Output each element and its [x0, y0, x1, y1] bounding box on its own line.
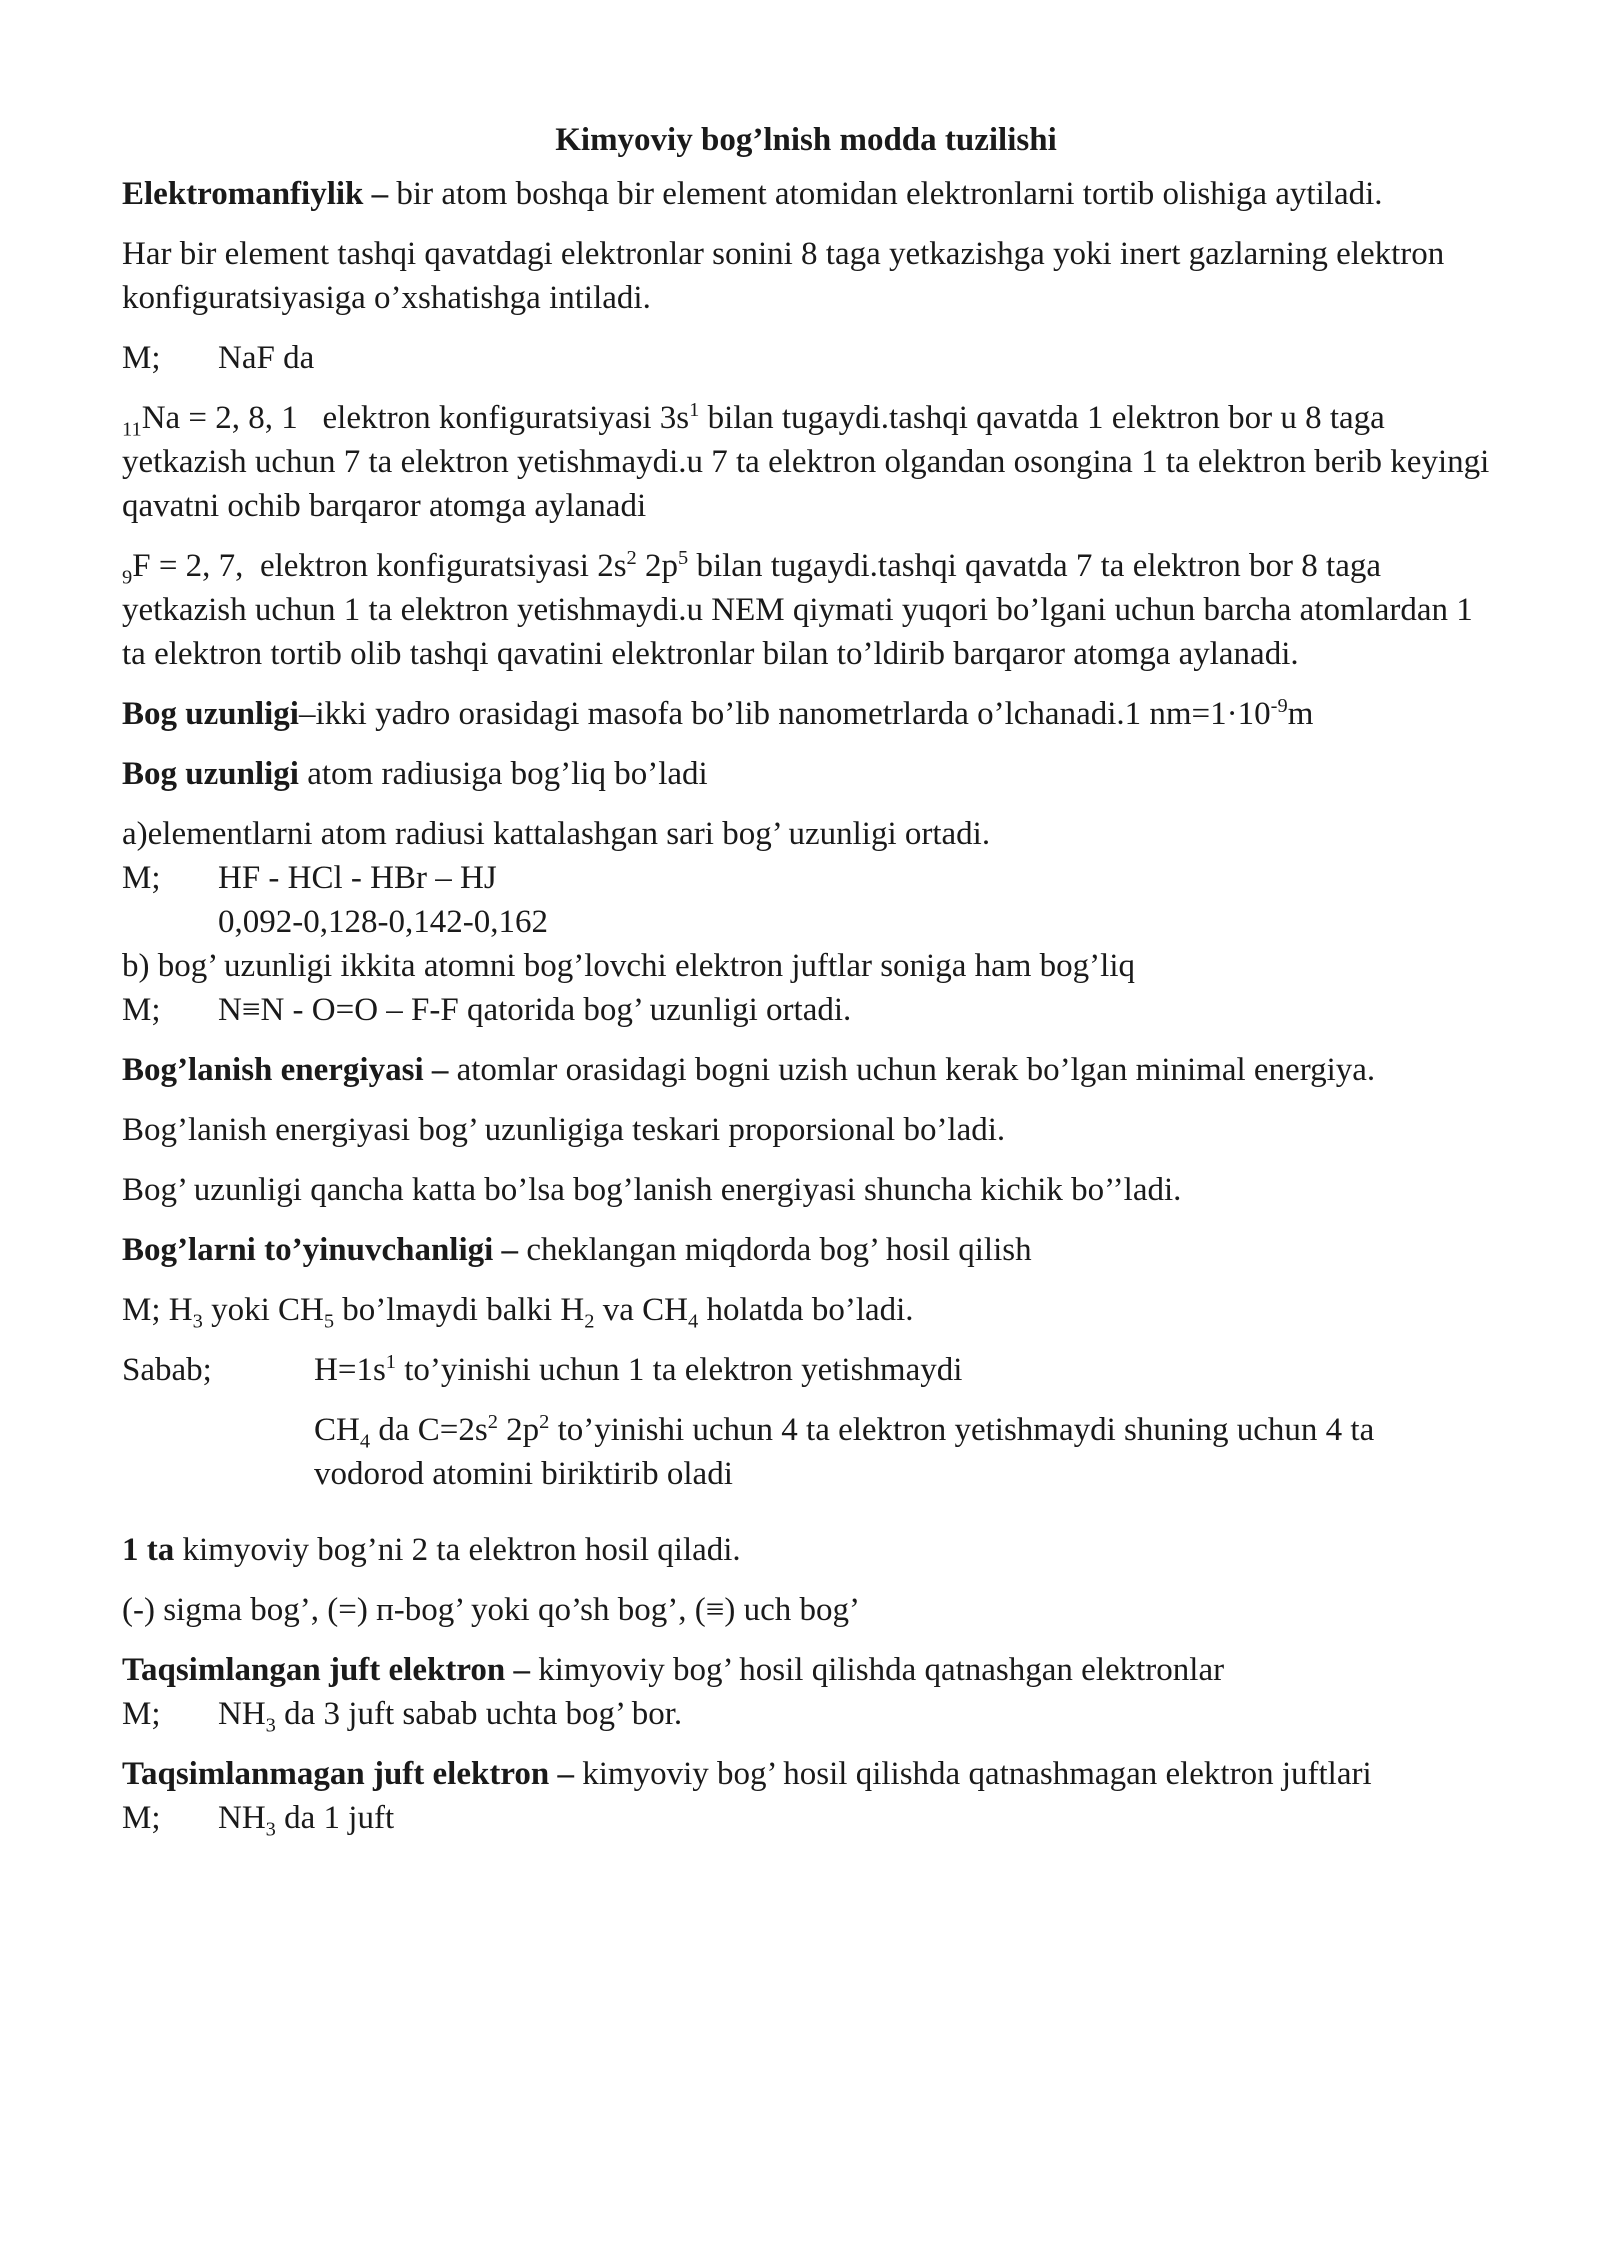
- example-label: M;: [122, 992, 161, 1028]
- reason-carbon-superscript-1: 2: [487, 1411, 498, 1433]
- example-diatomic: [122, 988, 1490, 1032]
- example-hx: [122, 856, 1490, 900]
- lone-pair-text: kimyoviy bog’ hosil qilishda qatnashmagan elektron juftlari: [573, 1756, 1372, 1792]
- bond-length-radius-paragraph: [122, 752, 1490, 796]
- reason-carbon-superscript-2: 2: [539, 1411, 550, 1433]
- example-label: M;: [122, 860, 161, 896]
- example-label: M;: [122, 340, 161, 376]
- example-text: da 1 juft: [275, 1800, 395, 1836]
- saturation-example: [122, 1288, 1490, 1332]
- fluorine-config-mid: 2p: [636, 548, 678, 584]
- example-text: NaF da: [218, 340, 315, 376]
- term-one-bond: 1 ta: [122, 1532, 175, 1568]
- example-formula: NH: [218, 1696, 266, 1732]
- fluorine-config-superscript-1: 2: [626, 547, 637, 569]
- reason-label: Sabab;: [122, 1352, 212, 1388]
- rule-b: b) bog’ uzunligi ikkita atomni bog’lovchi elektron juftlar soniga ham bog’liq: [122, 948, 1136, 984]
- bond-length-radius-text: atom radiusiga bog’liq bo’ladi: [298, 756, 708, 792]
- lone-pair-example: [122, 1796, 1490, 1840]
- bond-length-definition: [122, 692, 1490, 736]
- reason-carbon-text: to’yinishi uchun 4 ta elektron yetishmaydi shuning uchun 4 ta vodorod atomini biriktirib oladi: [314, 1412, 1375, 1492]
- fluorine-explanation: bilan tugaydi.tashqi qavatda 7 ta elektron bor 8 taga yetkazish uchun 1 ta elektron yetishmaydi.u NEM qiymati yuqori bo’lgani uchun barcha atomlardan 1 ta elektron tortib olib tashqi qavatini elektronlar bilan to’ldirib barqaror atomga aylanadi.: [122, 548, 1473, 672]
- term-shared-pair: Taqsimlangan juft elektron –: [122, 1652, 530, 1688]
- bond-energy-definition: [122, 1048, 1490, 1092]
- reason-carbon-config-2: 2p: [497, 1412, 540, 1448]
- bond-types-paragraph: (-) sigma bog’, (=) п-bog’ yoki qo’sh bog’, (≡) uch bog’: [122, 1592, 860, 1628]
- saturation-example-part: bo’lmaydi balki H: [334, 1292, 585, 1328]
- saturation-example-subscript: 3: [192, 1310, 203, 1333]
- electronegativity-paragraph: [122, 172, 1490, 216]
- sodium-formula: Na = 2, 8, 1: [141, 400, 298, 436]
- energy-inverse-paragraph: Bog’lanish energiyasi bog’ uzunligiga teskari proporsional bo’ladi.: [122, 1112, 1006, 1148]
- example-label: M;: [122, 1800, 161, 1836]
- example-formula: NH: [218, 1800, 266, 1836]
- lone-pair-definition: [122, 1752, 1490, 1796]
- term-lone-pair: Taqsimlanmagan juft elektron –: [122, 1756, 574, 1792]
- reason-hydrogen: [314, 1348, 1490, 1392]
- saturation-example-part: yoki CH: [202, 1292, 324, 1328]
- inert-gas-rule-paragraph: Har bir element tashqi qavatdagi elektronlar sonini 8 taga yetkazishga yoki inert gazlarning elektron konfiguratsiyasiga o’xshatishga intiladi.: [122, 236, 1445, 316]
- example-text: HF - HCl - HBr – HJ: [218, 860, 497, 896]
- saturation-example-subscript: 4: [687, 1310, 699, 1333]
- reason-carbon-config: da C=2s: [370, 1412, 488, 1448]
- shared-pair-paragraph: [122, 1648, 1490, 1736]
- sodium-config-text: elektron konfiguratsiyasi 3s: [322, 400, 690, 436]
- saturation-example-part: va CH: [594, 1292, 688, 1328]
- term-saturation: Bog’larni to’yinuvchanligi –: [122, 1232, 519, 1268]
- bond-length-unit: m: [1287, 696, 1314, 732]
- reason-hydrogen-text: to’yinishi uchun 1 ta elektron yetishmaydi: [396, 1352, 963, 1388]
- page-title: Kimyoviy bog’lnish modda tuzilishi: [555, 122, 1057, 158]
- example-text: da 3 juft sabab uchta bog’ bor.: [275, 1696, 683, 1732]
- reason-hydrogen-config: H=1s: [314, 1352, 386, 1388]
- term-bond-energy: Bog’lanish energiyasi –: [122, 1052, 449, 1088]
- one-bond-paragraph: [122, 1528, 1490, 1572]
- sodium-paragraph: [122, 396, 1490, 528]
- shared-pair-example: [122, 1692, 1490, 1736]
- rule-a: a)elementlarni atom radiusi kattalashgan sari bog’ uzunligi ortadi.: [122, 816, 991, 852]
- energy-relation-paragraph: Bog’ uzunligi qancha katta bo’lsa bog’lanish energiyasi shuncha kichik bo’’ladi.: [122, 1172, 1182, 1208]
- saturation-example-part: holatda bo’ladi.: [698, 1292, 914, 1328]
- saturation-example-subscript: 5: [323, 1310, 335, 1333]
- saturation-definition: [122, 1228, 1490, 1272]
- example-subscript: 3: [265, 1818, 276, 1841]
- term-bond-length: Bog uzunligi: [122, 696, 299, 732]
- bond-length-exponent: -9: [1270, 695, 1288, 717]
- definition-electronegativity: bir atom boshqa bir element atomidan elektronlarni tortib olishiga aytiladi.: [388, 176, 1383, 212]
- saturation-text: cheklangan miqdorda bog’ hosil qilish: [518, 1232, 1032, 1268]
- bond-energy-text: atomlar orasidagi bogni uzish uchun kerak bo’lgan minimal energiya.: [448, 1052, 1376, 1088]
- reason-carbon: [314, 1408, 1490, 1496]
- saturation-example-part: M; H: [122, 1292, 193, 1328]
- reason-carbon-formula: CH: [314, 1412, 360, 1448]
- fluorine-formula: F = 2, 7,: [132, 548, 244, 584]
- fluorine-config-text: elektron konfiguratsiyasi 2s: [259, 548, 627, 584]
- lone-pair-paragraph: [122, 1752, 1490, 1840]
- saturation-example-subscript: 2: [584, 1310, 595, 1333]
- fluorine-paragraph: [122, 544, 1490, 676]
- fluorine-atomic-number: 9: [122, 566, 133, 589]
- example-label: M;: [122, 1696, 161, 1732]
- reason-carbon-subscript: 4: [359, 1430, 371, 1453]
- bond-length-text: –ikki yadro orasidagi masofa bo’lib nanometrlarda o’lchanadi.1 nm=1·10: [298, 696, 1271, 732]
- shared-pair-definition: [122, 1648, 1490, 1692]
- sodium-config-superscript: 1: [689, 399, 700, 421]
- shared-pair-text: kimyoviy bog’ hosil qilishda qatnashgan elektronlar: [530, 1652, 1225, 1688]
- reason-body: [314, 1348, 1490, 1512]
- sodium-explanation: bilan tugaydi.tashqi qavatda 1 elektron bor u 8 taga yetkazish uchun 7 ta elektron yetishmaydi.u 7 ta elektron olgandan osongina 1 ta elektron berib keyingi qavatni ochib barqaror atomga aylanadi: [122, 400, 1490, 524]
- example-text: N≡N - O=O – F-F qatorida bog’ uzunligi ortadi.: [218, 992, 852, 1028]
- one-bond-text: kimyoviy bog’ni 2 ta elektron hosil qiladi.: [174, 1532, 741, 1568]
- fluorine-config-superscript-2: 5: [678, 547, 689, 569]
- reason-block: [122, 1348, 1490, 1512]
- hx-bond-length-values: 0,092-0,128-0,142-0,162: [218, 904, 548, 940]
- term-bond-length-2: Bog uzunligi: [122, 756, 299, 792]
- term-electronegativity: Elektromanfiylik –: [122, 176, 389, 212]
- example-naf: [122, 336, 1490, 380]
- sodium-atomic-number: 11: [122, 418, 142, 441]
- bond-length-rules: [122, 812, 1490, 1032]
- reason-hydrogen-superscript: 1: [385, 1351, 397, 1373]
- example-subscript: 3: [265, 1714, 276, 1737]
